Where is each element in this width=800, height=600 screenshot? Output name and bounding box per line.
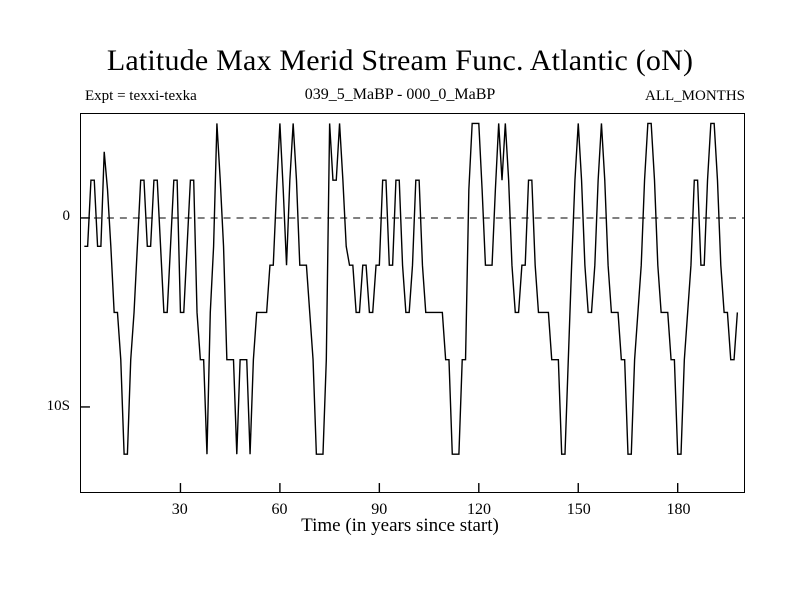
months-label: ALL_MONTHS	[645, 88, 745, 104]
x-axis-tick-label: 60	[271, 501, 288, 518]
y-axis-tick-label: 10S	[46, 397, 70, 414]
x-axis-tick-label: 180	[666, 501, 691, 518]
x-axis-tick-label: 120	[467, 501, 491, 518]
x-axis-tick-label: 150	[566, 501, 591, 518]
page-title: Latitude Max Merid Stream Func. Atlantic (oN)	[106, 44, 694, 77]
x-axis-tick-label: 90	[371, 501, 388, 518]
x-axis-tick-label: 30	[171, 501, 188, 518]
experiment-label: Expt = texxi-texka	[85, 88, 197, 104]
data-series-line	[84, 123, 737, 454]
y-axis-tick-label: 0	[62, 207, 70, 224]
x-axis-title: Time (in years since start)	[301, 515, 499, 536]
period-label: 039_5_MaBP - 000_0_MaBP	[304, 86, 496, 103]
plot-area	[80, 113, 745, 493]
x-axis-tick-marks	[180, 483, 677, 492]
plot-svg	[81, 114, 744, 492]
